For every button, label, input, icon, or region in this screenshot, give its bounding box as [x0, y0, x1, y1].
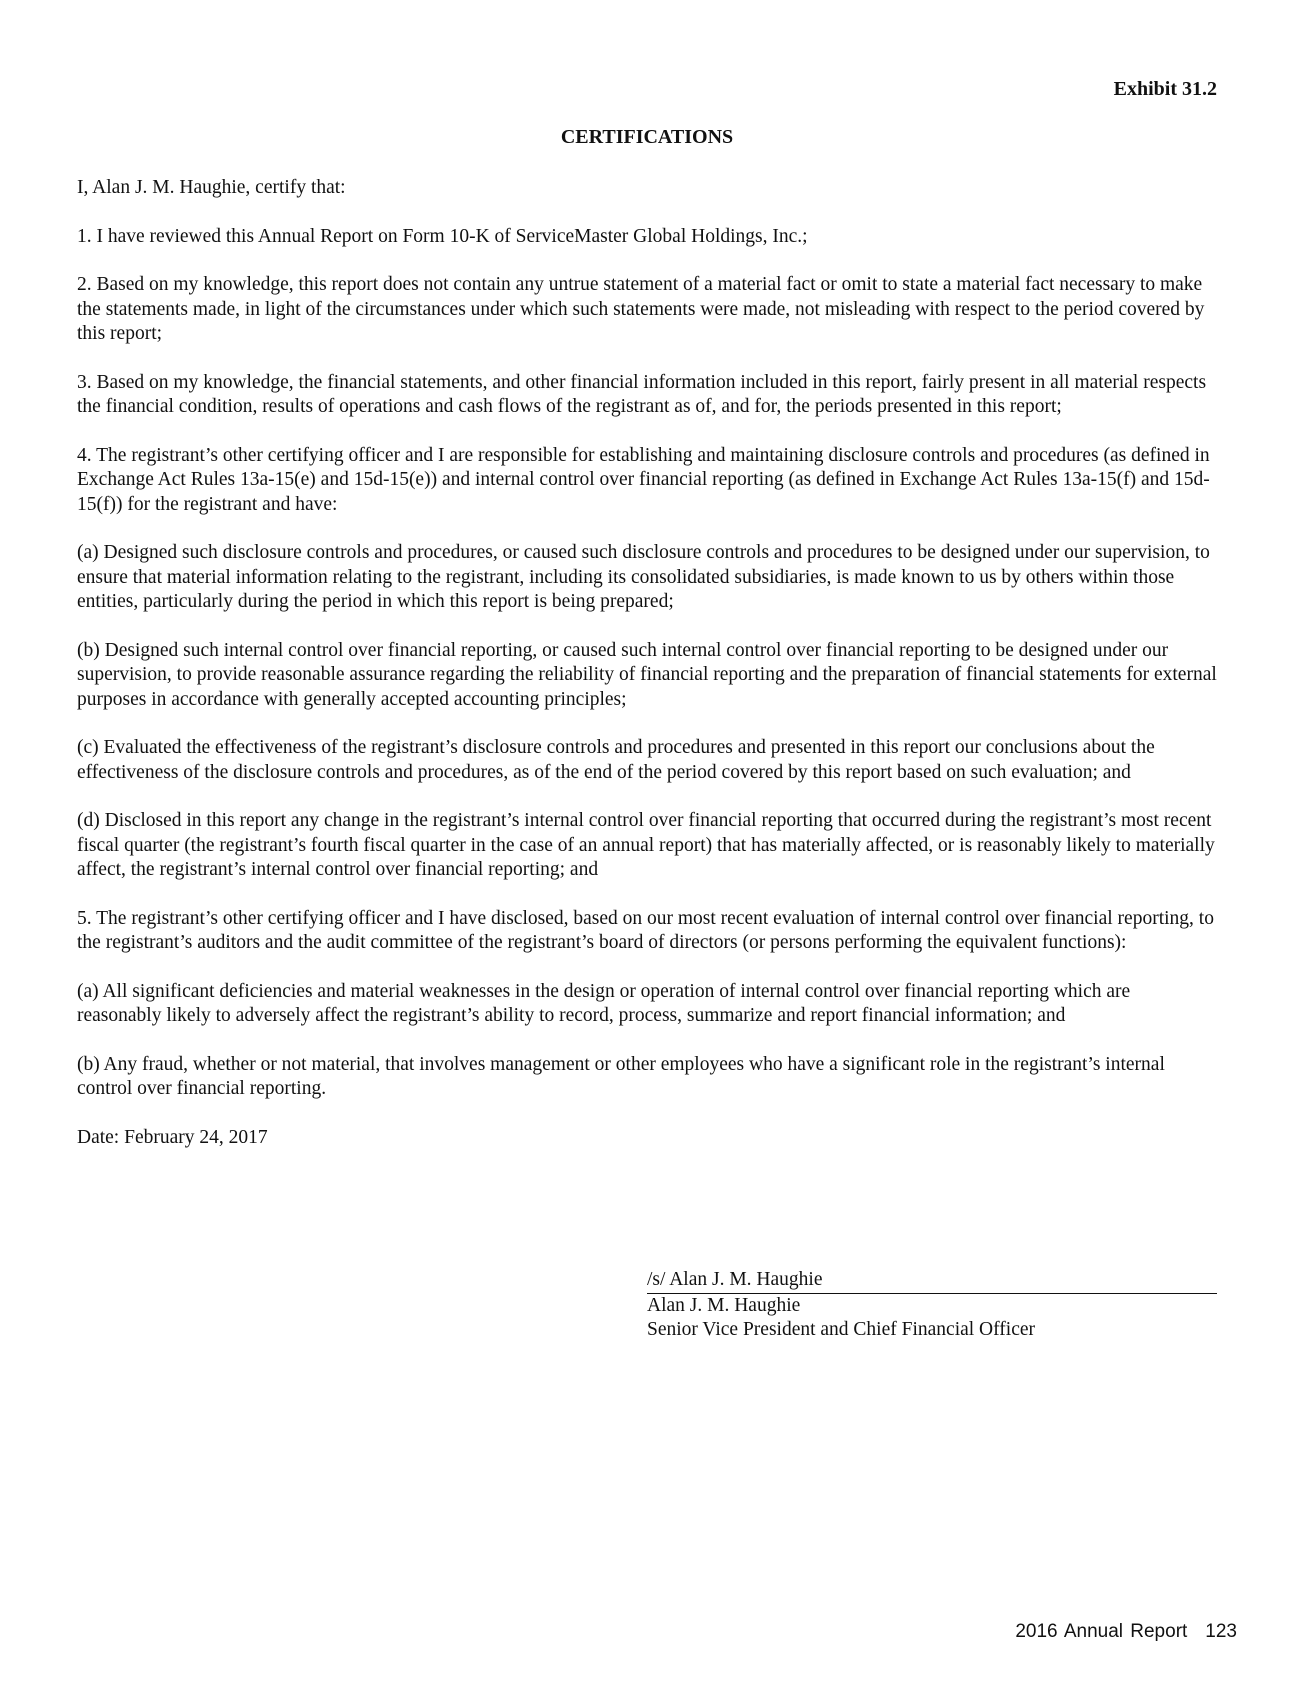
paragraph-4d: (d) Disclosed in this report any change in the registrant’s internal control over financial reporting that occurred during the registrant’s most recent fiscal quarter (the registrant’s fourth fiscal quarter in the case of an annual report) that has materially affected, or is reasonably likely to materially affect, the registrant’s internal control over financial reporting; and [77, 810, 1215, 880]
footer-report-label: 2016 Annual Report [1015, 1621, 1188, 1642]
paragraph-2: 2. Based on my knowledge, this report does not contain any untrue statement of a material fact or omit to state a material fact necessary to make the statements made, in light of the circumstances under which such statements were made, not misleading with respect to the period covered by this report; [77, 274, 1205, 344]
signature-block [647, 1268, 1217, 1342]
signer-name: Alan J. M. Haughie [647, 1295, 801, 1316]
paragraph-1: 1. I have reviewed this Annual Report on Form 10-K of ServiceMaster Global Holdings, Inc.; [77, 225, 808, 247]
paragraph-3: 3. Based on my knowledge, the financial statements, and other financial information included in this report, fairly present in all material respects the financial condition, results of operations and cash flows of the registrant as of, and for, the periods presented in this report; [77, 371, 1207, 417]
certification-body [77, 176, 1217, 1174]
page-footer [1015, 1621, 1237, 1643]
document-title: CERTIFICATIONS [560, 126, 734, 148]
paragraph-5: 5. The registrant’s other certifying officer and I have disclosed, based on our most recent evaluation of internal control over financial reporting, to the registrant’s auditors and the audit committee of the registrant’s board of directors (or persons performing the equivalent functions): [77, 907, 1214, 953]
paragraph-4: 4. The registrant’s other certifying officer and I are responsible for establishing and maintaining disclosure controls and procedures (as defined in Exchange Act Rules 13a-15(e) and 15d-15(e)) and internal control over financial reporting (as defined in Exchange Act Rules 13a-15(f) and 15d-15(f)) for the registrant and have: [77, 444, 1210, 515]
paragraph-5b: (b) Any fraud, whether or not material, that involves management or other employees who have a significant role in the registrant’s internal control over financial reporting. [77, 1053, 1165, 1099]
exhibit-label: Exhibit 31.2 [1113, 78, 1217, 100]
intro-paragraph: I, Alan J. M. Haughie, certify that: [77, 177, 346, 198]
paragraph-4a: (a) Designed such disclosure controls and procedures, or caused such disclosure controls and procedures to be designed under our supervision, to ensure that material information relating to the registrant, including its consolidated subsidiaries, is made known to us by others within those entities, particularly during the period in which this report is being prepared; [77, 542, 1210, 612]
paragraph-5a: (a) All significant deficiencies and material weaknesses in the design or operation of internal control over financial reporting which are reasonably likely to adversely affect the registrant’s ability to record, process, summarize and report financial information; and [77, 980, 1131, 1026]
signature-line: /s/ Alan J. M. Haughie [647, 1268, 1217, 1294]
signer-title: Senior Vice President and Chief Financial Officer [647, 1319, 1036, 1340]
date-line: Date: February 24, 2017 [77, 1126, 268, 1148]
page-number: 123 [1205, 1621, 1237, 1642]
paragraph-4c: (c) Evaluated the effectiveness of the registrant’s disclosure controls and procedures and presented in this report our conclusions about the effectiveness of the disclosure controls and procedures, as of the end of the period covered by this report based on such evaluation; and [77, 737, 1155, 783]
document-page [77, 0, 1217, 1683]
paragraph-4b: (b) Designed such internal control over financial reporting, or caused such internal control over financial reporting to be designed under our supervision, to provide reasonable assurance regarding the reliability of financial reporting and the preparation of financial statements for external purposes in accordance with generally accepted accounting principles; [77, 639, 1217, 710]
